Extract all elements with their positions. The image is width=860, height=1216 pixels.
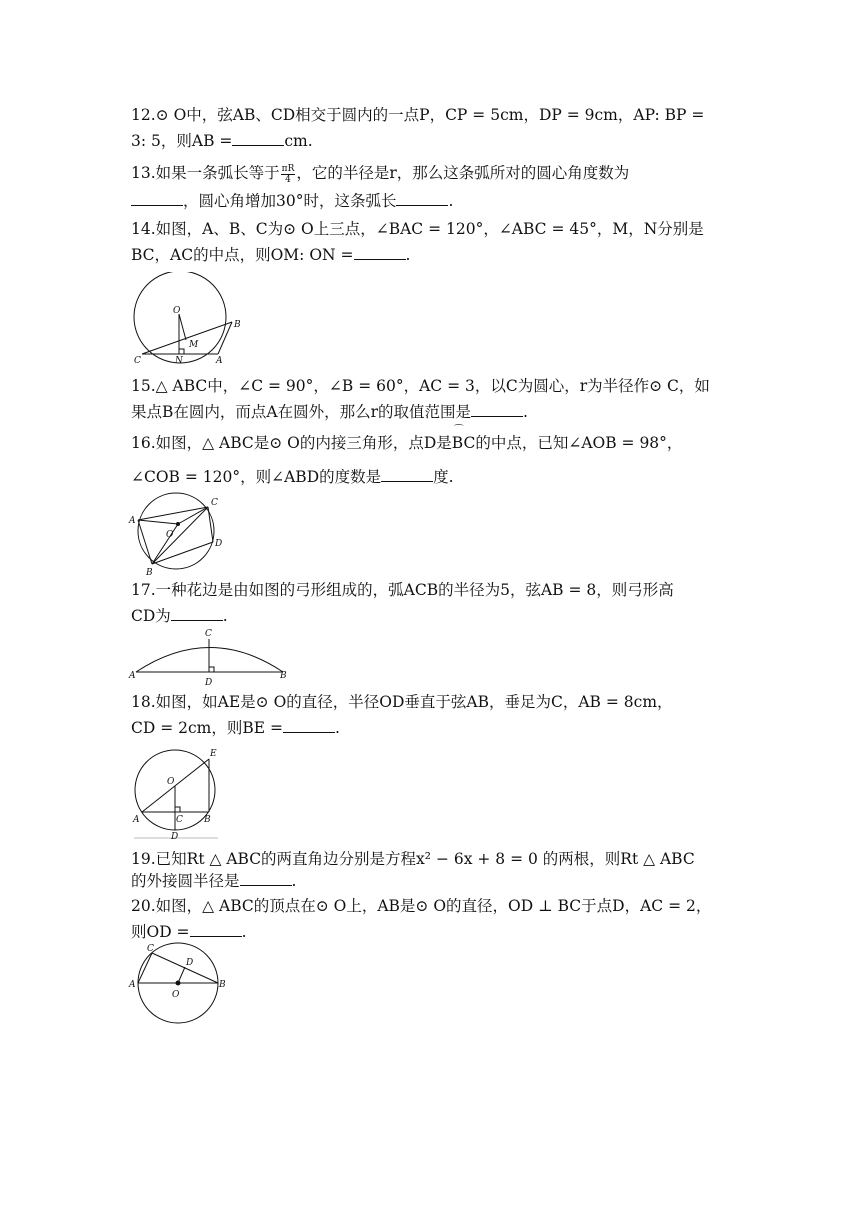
label-e: E [210,749,217,759]
q16-line2b: 度. [433,468,454,486]
label-c: C [134,356,141,366]
q17-line2b: . [222,607,228,625]
question-19 [131,846,731,894]
q16-line1b: 的中点，已知∠AOB = 98°， [475,434,683,452]
answer-blank [240,871,292,886]
figure-16 [128,490,228,576]
fraction [281,164,296,185]
question-14 [131,216,731,268]
answer-blank [396,191,448,206]
answer-blank [131,191,183,206]
figure-20 [128,940,232,1028]
figure-17 [128,625,293,687]
answer-blank [471,402,523,417]
q12-line2a: 3: 5，则AB = [131,132,233,150]
answer-blank [190,922,242,937]
label-o: O [167,777,175,787]
label-c: C [211,498,218,508]
question-12 [131,102,731,154]
question-18 [131,689,731,741]
q19-line2b: . [291,872,297,890]
label-m: M [189,340,199,350]
figure-14 [128,272,248,368]
q20-line2b: . [241,923,247,941]
q13-line2b: . [448,192,454,210]
q12-line2b: cm. [284,132,313,150]
label-d: D [186,958,194,968]
label-c: C [147,944,154,954]
q12-line1: 12.⊙ O中，弦AB、CD相交于圆内的一点P，CP = 5cm，DP = 9cm，AP: BP = [131,106,705,124]
label-a: A [129,980,136,990]
label-b: B [234,320,241,330]
answer-blank [171,606,223,621]
label-b: B [280,671,287,681]
label-c: C [205,629,212,639]
label-c: C [176,815,183,825]
question-20 [131,893,731,945]
fraction-denominator: 4 [285,174,291,185]
segment-od [178,967,185,983]
label-o: O [166,530,174,540]
label-b: B [146,568,153,576]
q15-line2a: 果点B在圆内，而点A在圆外，那么r的取值范围是 [131,403,471,421]
label-a: A [133,815,140,825]
q14-line2b: . [405,246,411,264]
q19-line1: 19.已知Rt △ ABC的两直角边分别是方程x² − 6x + 8 = 0 的两根，则Rt △ ABC [131,850,695,868]
q14-line1: 14.如图，A、B、C为⊙ O上三点，∠BAC = 120°，∠ABC = 45°，M，N分别是 [131,220,704,238]
q13-line1b: ，它的半径是r，那么这条弧所对的圆心角度数为 [296,164,630,182]
fraction-numerator: πR [281,163,295,174]
question-16 [131,430,731,490]
q18-line2a: CD = 2cm，则BE = [131,719,283,737]
q18-line1: 18.如图，如AE是⊙ O的直径，半径OD垂直于弦AB，垂足为C，AB = 8cm， [131,693,673,711]
label-a: A [129,671,136,681]
q16-line1a: 16.如图，△ ABC是⊙ O的内接三角形，点D是 [131,434,452,452]
question-17 [131,577,731,629]
q20-line2a: 则OD = [131,923,190,941]
q20-line1: 20.如图，△ ABC的顶点在⊙ O上，AB是⊙ O的直径，OD ⊥ BC于点D，AC = 2， [131,897,712,915]
answer-blank [381,467,433,482]
q14-line2a: BC，AC的中点，则OM: ON = [131,246,354,264]
q13-line1a: 13.如果一条弧长等于 [131,164,280,182]
label-n: N [175,356,183,366]
figure-18 [128,742,224,842]
arc-bc: ⌒ BC [452,430,476,456]
label-b: B [219,980,226,990]
question-13 [131,160,731,214]
q17-line2a: CD为 [131,607,171,625]
question-15 [131,373,731,425]
label-o: O [173,306,181,316]
q13-line2a: ，圆心角增加30°时，这条弧长 [183,192,397,210]
answer-blank [232,131,284,146]
answer-blank [283,718,335,733]
label-a: A [129,516,136,526]
q15-line2b: . [523,403,528,421]
q15-line1: 15.△ ABC中，∠C = 90°，∠B = 60°，AC = 3，以C为圆心，r为半径作⊙ C，如 [131,377,710,395]
label-a: A [216,356,223,366]
label-b: B [204,815,211,825]
q18-line2b: . [335,719,340,737]
q19-line2a: 的外接圆半径是 [131,872,240,890]
answer-blank [354,245,406,260]
q16-line2a: ∠COB = 120°，则∠ABD的度数是 [131,468,382,486]
label-d: D [205,678,213,687]
label-o: O [172,990,180,1000]
label-d: D [215,539,223,549]
circle-o [138,493,214,569]
q17-line1: 17.一种花边是由如图的弓形组成的，弧ACB的半径为5，弦AB = 8，则弓形高 [131,581,674,599]
label-d: D [171,832,179,842]
